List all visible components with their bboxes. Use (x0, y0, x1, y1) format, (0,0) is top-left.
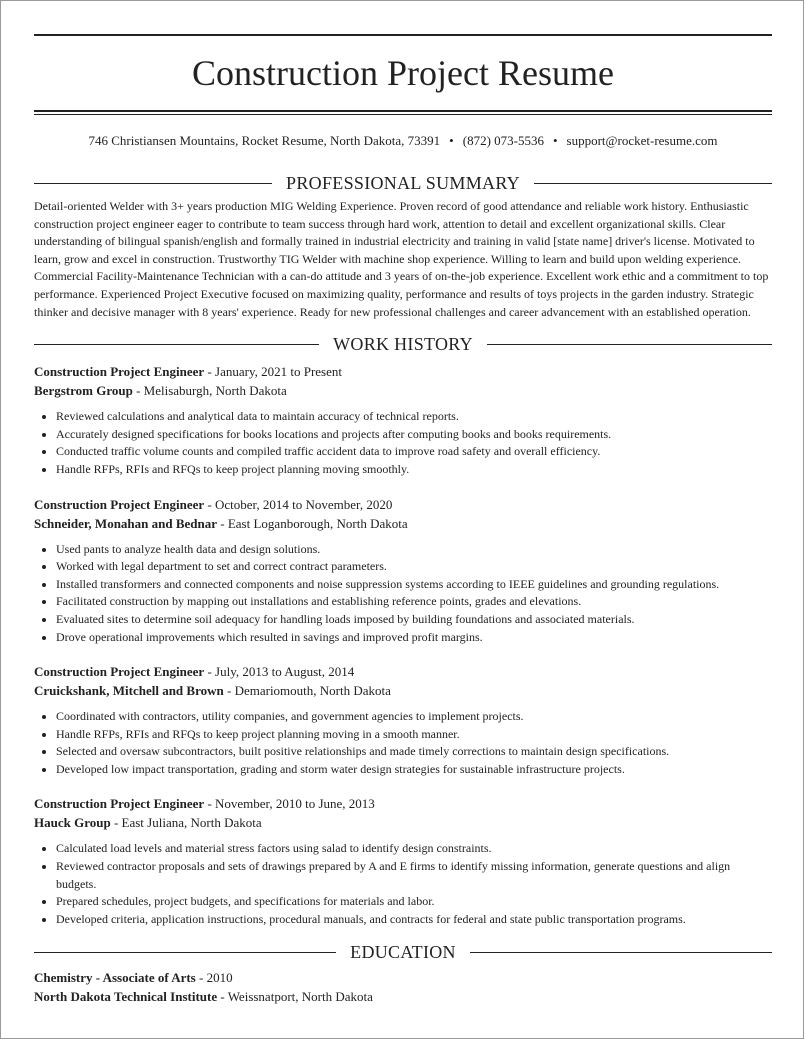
job-title: Construction Project Engineer (34, 496, 205, 512)
job-title-line (34, 794, 772, 813)
job-bullet: • Handle RFPs, RFIs and RFQs to keep project planning moving smoothly. (56, 461, 772, 479)
section-title: EDUCATION (350, 941, 456, 962)
work-history-list (34, 362, 772, 928)
section-heading-work (34, 334, 772, 354)
job-bullet: • Used pants to analyze health data and design solutions. (56, 541, 772, 559)
job-entry (34, 662, 772, 778)
job-company: Cruickshank, Mitchell and Brown (34, 683, 224, 699)
job-entry (34, 495, 772, 647)
job-company: Schneider, Monahan and Bednar (34, 515, 218, 531)
job-bullet: • Prepared schedules, project budgets, and specifications for materials and labor. (56, 893, 772, 911)
education-degree: Chemistry - Associate of Arts (34, 970, 196, 986)
job-bullet: • Drove operational improvements which resulted in savings and improved profit margins. (56, 629, 772, 647)
job-bullet: • Developed low impact transportation, grading and storm water design strategies for sustainable infrastructure projects. (56, 761, 772, 779)
job-bullet: • Facilitated construction by mapping out installations and establishing reference points, grades and elevations. (56, 593, 772, 611)
section-rule-left (34, 183, 272, 184)
education-year: - 2010 (195, 970, 233, 986)
job-company-line (34, 813, 772, 832)
job-bullet: • Conducted traffic volume counts and compiled traffic accident data to improve road safety and overall efficiency. (56, 443, 772, 461)
job-company-line (34, 681, 772, 700)
job-company: Bergstrom Group (34, 383, 133, 399)
resume-page (34, 34, 772, 1006)
section-rule-right (487, 344, 772, 345)
contact-separator: • (552, 133, 558, 148)
section-rule-right (470, 952, 772, 953)
job-bullet: • Reviewed calculations and analytical data to maintain accuracy of technical reports. (56, 408, 772, 426)
job-title-line (34, 362, 772, 381)
job-title-line (34, 495, 772, 514)
resume-title: Construction Project Resume (192, 53, 614, 93)
education-location: - Weissnatport, North Dakota (217, 989, 373, 1005)
job-company: Hauck Group (34, 815, 111, 831)
contact-phone: (872) 073-5536 (462, 133, 544, 148)
header-bottom-rule (34, 110, 772, 112)
job-entry (34, 794, 772, 928)
job-bullets (34, 408, 772, 478)
job-title: Construction Project Engineer (34, 364, 205, 380)
job-bullet: • Handle RFPs, RFIs and RFQs to keep project planning moving in a smooth manner. (56, 726, 772, 744)
job-bullets (34, 840, 772, 928)
job-title-line (34, 662, 772, 681)
job-company-line (34, 514, 772, 533)
job-bullet: • Worked with legal department to set and correct contract parameters. (56, 558, 772, 576)
job-bullet: • Coordinated with contractors, utility companies, and government agencies to implement projects. (56, 708, 772, 726)
job-title: Construction Project Engineer (34, 796, 205, 812)
section-heading-summary (34, 173, 772, 193)
contact-separator: • (449, 133, 454, 148)
job-location: - Demariomouth, North Dakota (223, 683, 391, 699)
job-entry (34, 362, 772, 478)
job-dates: - January, 2021 to Present (204, 364, 342, 380)
job-location: - East Loganborough, North Dakota (217, 515, 408, 531)
job-bullets (34, 708, 772, 778)
job-bullet: • Reviewed contractor proposals and sets of drawings prepared by A and E firms to identify missing information, generate questions and align budgets. (56, 858, 772, 893)
job-dates: - October, 2014 to November, 2020 (204, 496, 393, 512)
education-entry (34, 968, 772, 1006)
contact-line (34, 133, 772, 149)
section-rule-left (34, 344, 319, 345)
job-dates: - November, 2010 to June, 2013 (204, 796, 375, 812)
contact-address: 746 Christiansen Mountains, Rocket Resume, North Dakota, 73391 (88, 133, 441, 148)
job-bullet: • Accurately designed specifications for books locations and projects after computing books and books requirements. (56, 426, 772, 444)
contact-email[interactable]: support@rocket-resume.com (566, 133, 718, 148)
education-school-line (34, 987, 772, 1006)
education-school: North Dakota Technical Institute (34, 989, 218, 1005)
job-bullet: • Evaluated sites to determine soil adequacy for handling loads imposed by building foundations and associated materials. (56, 611, 772, 629)
job-bullet: • Developed criteria, application instructions, procedural manuals, and contracts for federal and state public transportation programs. (56, 911, 772, 929)
summary-text: Detail-oriented Welder with 3+ years production MIG Welding Experience. Proven record of good attendance and reliable work history. Enthusiastic construction project engineer eager to contribute to team success through hard work, attention to detail and excellent organizational skills. Clear understanding of bilingual spanish/english and formally trained in industrial electricity and training in valid [state name] driver's license. Motivated to learn, grow and excel in construction. Trustworthy TIG Welder with machine shop experience. Willing to learn and build upon welding experience. Commercial Facility-Maintenance Technician with a can-do attitude and 3 years of on-the-job experience. Excellent work ethic and a commitment to top performance. Experienced Project Executive focused on maximizing quality, performance and results of toys projects in the garden industry. Strategic thinker and decisive manager with 8 years' experience. Ready for new professional challenges and career advancement with an established operation. (34, 199, 769, 319)
education-degree-line (34, 968, 772, 987)
job-location: - East Juliana, North Dakota (110, 815, 262, 831)
job-location: - Melisaburgh, North Dakota (132, 383, 287, 399)
section-rule-left (34, 952, 336, 953)
job-title: Construction Project Engineer (34, 664, 205, 680)
job-bullet: • Installed transformers and connected components and noise suppression systems according to IEEE guidelines and grounding regulations. (56, 576, 772, 594)
section-title: WORK HISTORY (333, 333, 473, 354)
job-bullets (34, 541, 772, 647)
job-bullet: • Calculated load levels and material stress factors using salad to identify design constraints. (56, 840, 772, 858)
section-title: PROFESSIONAL SUMMARY (286, 172, 520, 193)
job-company-line (34, 381, 772, 400)
header-top-rule (34, 34, 772, 36)
section-heading-education (34, 942, 772, 962)
job-bullet: • Selected and oversaw subcontractors, built positive relationships and made timely corrections to maintain design specifications. (56, 743, 772, 761)
job-dates: - July, 2013 to August, 2014 (204, 664, 355, 680)
header-bottom-rule-thin (34, 114, 772, 115)
section-rule-right (534, 183, 772, 184)
